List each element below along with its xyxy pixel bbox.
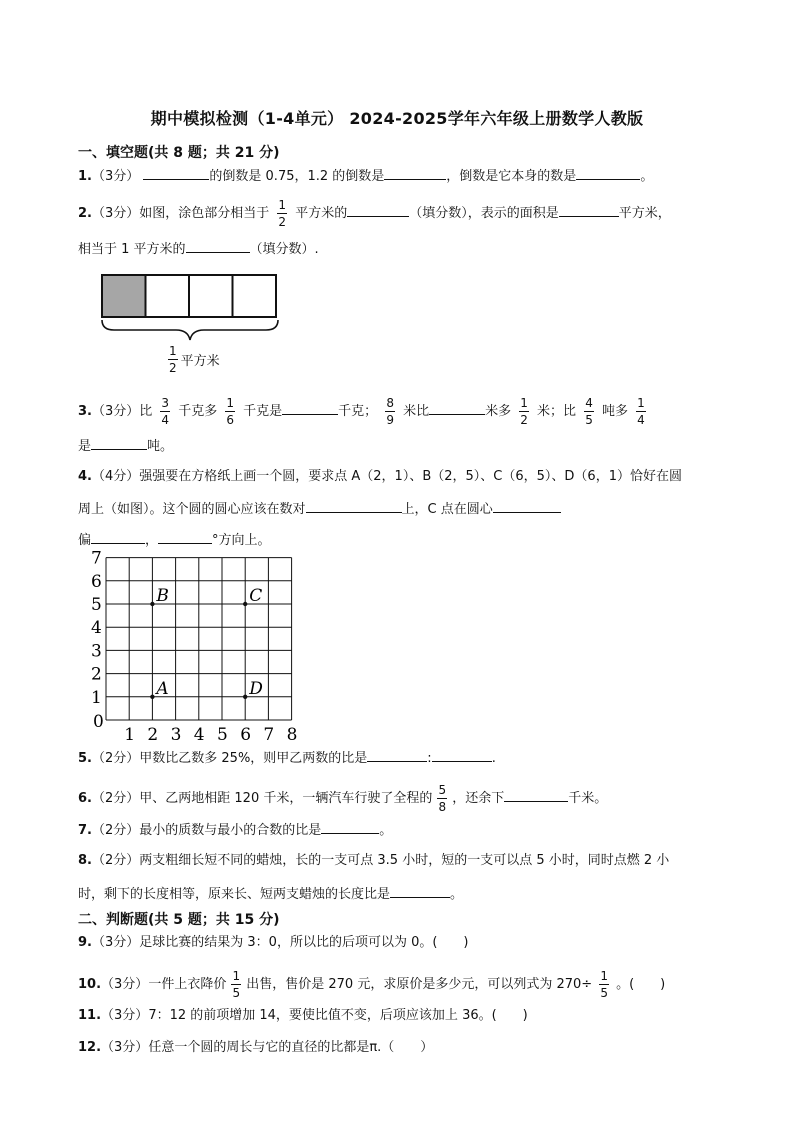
answer-blank[interactable] bbox=[390, 883, 450, 898]
x-tick-label: 3 bbox=[170, 725, 182, 744]
answer-blank[interactable] bbox=[367, 747, 427, 762]
y-tick-label: 4 bbox=[91, 618, 102, 639]
question-score: （2分） bbox=[91, 791, 140, 806]
grid-point-D bbox=[243, 695, 247, 699]
point-label-B: B bbox=[156, 586, 169, 606]
x-tick-label: 4 bbox=[193, 725, 205, 744]
question-6: 6.（2分）甲、乙两地相距 120 千米，一辆汽车行驶了全程的 $\frac{5}{8}$ ，还余下 千米。 bbox=[78, 783, 608, 814]
strip-svg bbox=[101, 274, 277, 318]
question-1 bbox=[78, 165, 653, 187]
question-2-line-2 bbox=[78, 238, 319, 260]
x-tick-label: 8 bbox=[286, 725, 298, 744]
fraction: $\frac{1}{2}$ bbox=[278, 198, 287, 229]
question-4-line-2: 周上（如图）。这个圆的圆心应该在数对 上，C 点在圆心 bbox=[78, 498, 561, 520]
question-score: （3分） bbox=[91, 404, 140, 419]
fraction: $\frac{1}{4}$ bbox=[637, 396, 645, 427]
answer-blank[interactable] bbox=[576, 165, 640, 180]
question-number: 7. bbox=[78, 823, 92, 838]
y-tick-label: 2 bbox=[91, 664, 102, 685]
question-4 bbox=[78, 467, 682, 487]
origin-label: 0 bbox=[93, 712, 104, 732]
question-text: 平方米， bbox=[618, 206, 671, 221]
fraction: $\frac{1}{5}$ bbox=[232, 969, 241, 1000]
answer-blank[interactable] bbox=[504, 787, 568, 802]
question-number: 12. bbox=[78, 1040, 102, 1055]
question-4-line-3: 偏 ， °方向上。 bbox=[78, 529, 271, 551]
y-tick-label: 1 bbox=[91, 687, 102, 708]
fraction: $\frac{1}{2}$ bbox=[169, 344, 177, 375]
question-text: 。 bbox=[640, 169, 654, 184]
x-tick-label: 6 bbox=[240, 725, 252, 744]
y-tick-label: 6 bbox=[91, 571, 102, 592]
question-number: 5. bbox=[78, 751, 92, 766]
grid-point-C bbox=[243, 602, 247, 606]
point-label-D: D bbox=[249, 678, 263, 699]
question-text: （填分数），表示的面积是 bbox=[409, 206, 559, 221]
answer-blank[interactable] bbox=[306, 498, 402, 513]
answer-blank[interactable] bbox=[282, 400, 338, 415]
question-8-line-2: 时，剩下的长度相等，原来长、短两支蜡烛的长度比是 。 bbox=[78, 883, 463, 905]
brace-icon bbox=[100, 318, 280, 344]
answer-blank[interactable] bbox=[91, 435, 147, 450]
coordinate-grid bbox=[86, 548, 306, 744]
question-7: 7.（2分）最小的质数与最小的合数的比是 。 bbox=[78, 819, 392, 841]
question-number: 8. bbox=[78, 853, 92, 868]
fraction: $\frac{1}{5}$ bbox=[600, 969, 608, 1000]
question-score: （3分） bbox=[101, 1040, 149, 1055]
fraction: $\frac{5}{8}$ bbox=[438, 783, 447, 814]
section-heading-true-false: 二、判断题(共 5 题；共 15 分) bbox=[78, 912, 280, 928]
question-11: 11.（3分）7：12 的前项增加 14，要使比值不变，后项应该加上 36。( ) bbox=[78, 1008, 528, 1023]
question-number: 4. bbox=[78, 469, 92, 484]
strip-label: $\frac{1}{2}$ 平方米 bbox=[169, 344, 220, 375]
answer-blank[interactable] bbox=[432, 747, 492, 762]
question-text: 的倒数是 0.75，1.2 的倒数是 bbox=[209, 169, 385, 184]
question-8: 8.（2分）两支粗细长短不同的蜡烛，长的一支可点 3.5 小时，短的一支可以点 5 小时，同时点燃 2 小 bbox=[78, 853, 670, 868]
question-score: （3分） bbox=[91, 935, 140, 950]
question-text: 平方米的 bbox=[295, 206, 348, 221]
question-score: （3分） bbox=[101, 1008, 149, 1023]
answer-blank[interactable] bbox=[186, 238, 250, 253]
question-3: 3.（3分）比 $\frac{3}{4}$ 千克多 $\frac{1}{6}$ 千克是 千克； $\frac{8}{9}$ 米比 米多 $\frac{1}{2}$ 米；比 $\frac{4}{5}$ 吨多 $\frac{1}{4}$ bbox=[78, 396, 645, 427]
x-tick-label: 2 bbox=[147, 725, 159, 744]
question-text: 相当于 1 平方米的 bbox=[78, 242, 186, 257]
answer-blank[interactable] bbox=[429, 400, 485, 415]
y-tick-label: 7 bbox=[91, 548, 102, 569]
y-tick-label: 3 bbox=[91, 641, 102, 662]
question-2 bbox=[78, 199, 671, 228]
question-score: （4分） bbox=[91, 469, 140, 484]
question-score: （2分） bbox=[91, 751, 140, 766]
answer-blank[interactable] bbox=[559, 202, 619, 217]
answer-blank[interactable] bbox=[143, 165, 209, 180]
question-number: 2. bbox=[78, 206, 92, 221]
question-3-line-2: 是 吨。 bbox=[78, 435, 173, 457]
question-10: 10.（3分）一件上衣降价 $\frac{1}{5}$ 出售，售价是 270 元，求原价是多少元，可以列式为 270÷ $\frac{1}{5}$ 。( ) bbox=[78, 969, 666, 1000]
question-number: 11. bbox=[78, 1008, 102, 1023]
question-9: 9.（3分）足球比赛的结果为 3：0，所以比的后项可以为 0。( ) bbox=[78, 935, 469, 950]
fraction: $\frac{1}{6}$ bbox=[226, 396, 234, 427]
question-score: （3分） bbox=[101, 977, 149, 992]
question-number: 3. bbox=[78, 404, 92, 419]
question-number: 10. bbox=[78, 977, 102, 992]
question-text: 强强要在方格纸上画一个圆，要求点 A（2，1）、B（2，5）、C（6，5）、D（6，1）恰好在圆 bbox=[139, 469, 682, 484]
point-label-C: C bbox=[249, 586, 263, 606]
x-tick-label: 1 bbox=[124, 725, 136, 744]
x-tick-label: 5 bbox=[217, 725, 228, 744]
answer-blank[interactable] bbox=[91, 529, 145, 544]
question-score: （3分） bbox=[91, 169, 140, 184]
answer-blank[interactable] bbox=[321, 819, 379, 834]
y-tick-label: 5 bbox=[91, 595, 102, 615]
answer-blank[interactable] bbox=[384, 165, 446, 180]
question-score: （2分） bbox=[91, 823, 140, 838]
question-text: （填分数）. bbox=[249, 242, 319, 257]
question-number: 9. bbox=[78, 935, 92, 950]
fraction: $\frac{3}{4}$ bbox=[161, 396, 170, 427]
question-5: 5.（2分）甲数比乙数多 25%，则甲乙两数的比是 : . bbox=[78, 747, 496, 769]
answer-blank[interactable] bbox=[158, 529, 212, 544]
point-label-A: A bbox=[156, 678, 169, 699]
grid-point-A bbox=[150, 695, 154, 699]
answer-blank[interactable] bbox=[493, 498, 561, 513]
fraction: $\frac{4}{5}$ bbox=[585, 396, 593, 427]
grid-point-B bbox=[150, 602, 154, 606]
question-text: ，倒数是它本身的数是 bbox=[446, 169, 577, 184]
x-tick-label: 7 bbox=[263, 725, 275, 744]
question-score: （3分） bbox=[91, 206, 140, 221]
question-score: （2分） bbox=[91, 853, 140, 868]
fraction: $\frac{1}{2}$ bbox=[520, 396, 528, 427]
question-number: 6. bbox=[78, 791, 92, 806]
page-title: 期中模拟检测（1-4单元） 2024-2025学年六年级上册数学人教版 bbox=[150, 109, 644, 128]
shaded-cell bbox=[102, 275, 145, 317]
area-strip-figure bbox=[101, 274, 277, 318]
question-number: 1. bbox=[78, 169, 92, 184]
section-heading-fill-in: 一、填空题(共 8 题；共 21 分) bbox=[78, 145, 280, 161]
question-12: 12.（3分）任意一个圆的周长与它的直径的比都是π.（ ） bbox=[78, 1040, 434, 1055]
question-text: 如图，涂色部分相当于 bbox=[139, 206, 270, 221]
fraction: $\frac{8}{9}$ bbox=[386, 396, 394, 427]
answer-blank[interactable] bbox=[347, 202, 409, 217]
